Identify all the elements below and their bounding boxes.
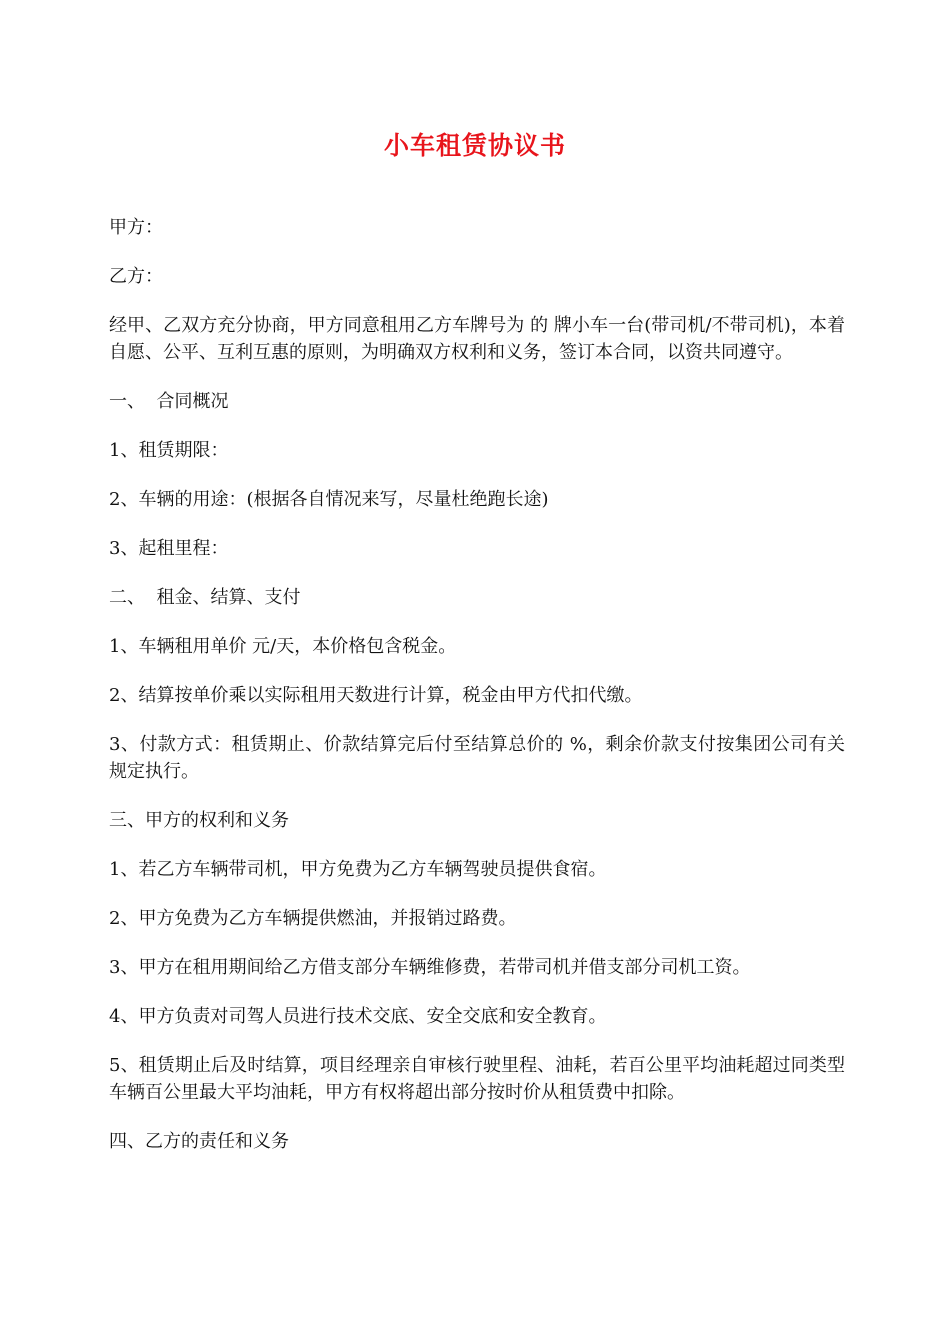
party-b-line: 乙方：: [109, 266, 163, 287]
clause-1-2: 2、车辆的用途：(根据各自情况来写，尽量杜绝跑长途): [109, 489, 549, 510]
section-heading-1: 一、 合同概况: [109, 391, 229, 412]
clause-1-3: 3、起租里程：: [109, 538, 229, 559]
clause-3-5: 5、租赁期止后及时结算，项目经理亲自审核行驶里程、油耗，若百公里平均油耗超过同类型车辆百公里最大平均油耗，甲方有权将超出部分按时价从租赁费中扣除。: [109, 1055, 845, 1103]
document-body: [109, 214, 845, 1177]
clause-3-1: 1、若乙方车辆带司机，甲方免费为乙方车辆驾驶员提供食宿。: [109, 859, 607, 880]
clause-1-1: 1、租赁期限：: [109, 440, 229, 461]
clause-3-4: 4、甲方负责对司驾人员进行技术交底、安全交底和安全教育。: [109, 1006, 607, 1027]
document-title: 小车租赁协议书: [383, 131, 566, 160]
section-heading-2: 二、 租金、结算、支付: [109, 587, 301, 608]
preamble-paragraph: 经甲、乙双方充分协商，甲方同意租用乙方车牌号为 的 牌小车一台(带司机/不带司机)，本着自愿、公平、互利互惠的原则，为明确双方权利和义务，签订本合同，以资共同遵守。: [109, 315, 845, 363]
clause-2-2: 2、结算按单价乘以实际租用天数进行计算，税金由甲方代扣代缴。: [109, 685, 643, 706]
party-a-line: 甲方：: [109, 217, 163, 238]
clause-2-3: 3、付款方式：租赁期止、价款结算完后付至结算总价的 %，剩余价款支付按集团公司有关规定执行。: [109, 734, 845, 782]
clause-2-1: 1、车辆租用单价 元/天，本价格包含税金。: [109, 636, 457, 657]
section-heading-4: 四、乙方的责任和义务: [109, 1131, 289, 1152]
clause-3-3: 3、甲方在租用期间给乙方借支部分车辆维修费，若带司机并借支部分司机工资。: [109, 957, 751, 978]
section-heading-3: 三、甲方的权利和义务: [109, 810, 289, 831]
clause-3-2: 2、甲方免费为乙方车辆提供燃油，并报销过路费。: [109, 908, 517, 929]
